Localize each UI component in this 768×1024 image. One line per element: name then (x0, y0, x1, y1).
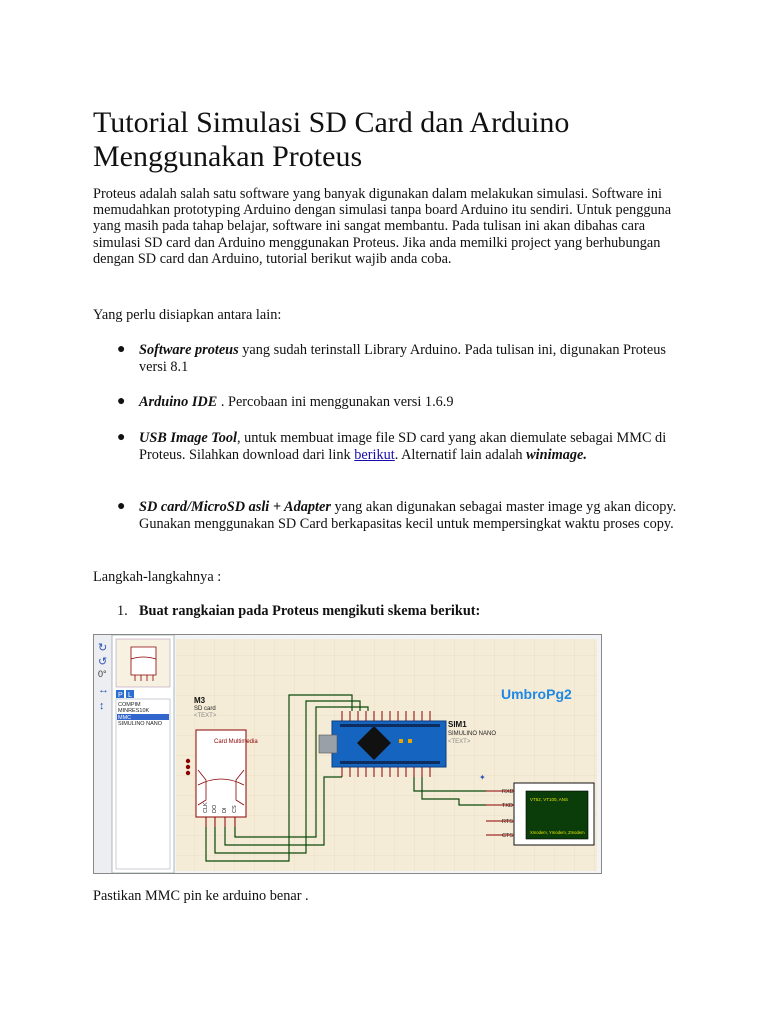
svg-text:CLK: CLK (203, 802, 209, 813)
svg-text:DI: DI (222, 807, 228, 813)
bullet-bold: USB Image Tool (139, 430, 237, 446)
mmc-ref-label: M3 (194, 696, 206, 705)
mmc-text-label: <TEXT> (194, 713, 217, 719)
terminal-screen-bottom: Xmodem, Ymodem, Zmodem (530, 830, 585, 835)
watermark-label: UmbroPg2 (501, 686, 572, 702)
device-list-item[interactable]: MINRES10K (118, 708, 150, 714)
mirror-v-icon[interactable]: ↕ (99, 700, 105, 712)
terminal-screen-top: VT52, VT100, ANS (530, 797, 569, 802)
rotate-cw-icon[interactable]: ↻ (98, 642, 108, 654)
proteus-screenshot (93, 634, 602, 874)
mmc-status-icons (186, 759, 190, 775)
picker-tab-p-label: P (118, 692, 123, 699)
steps-heading: Langkah-langkahnya : (93, 569, 222, 585)
rotate-ccw-icon[interactable]: ↺ (98, 656, 108, 668)
bullet-icon: ● (117, 342, 126, 357)
step-number: 1. (117, 603, 128, 619)
svg-text:CTS: CTS (502, 833, 513, 839)
bullet-bold: winimage. (526, 446, 587, 463)
step-text: Buat rangkaian pada Proteus mengikuti skema berikut: (139, 603, 481, 619)
svg-text:RTS: RTS (502, 819, 513, 825)
cursor-icon: ✦ (479, 773, 486, 782)
svg-text:CS: CS (232, 805, 238, 813)
angle-field[interactable]: 0° (98, 669, 107, 679)
bullet-icon: ● (117, 430, 126, 445)
bullet-bold: Arduino IDE (139, 394, 218, 410)
intro-paragraph: Proteus adalah salah satu software yang banyak digunakan dalam melakukan simulasi. Software ini memudahkan prototyping Arduino dengan simulasi tanpa board Arduino itu sendiri. Untuk pengguna yang masih pada tahap belajar, software ini sangat membantu. Pada tulisan ini akan dibahas cara simulasi SD card dan Arduino menggunakan Proteus. Jika anda memilki project yang berhubungan dengan SD card dan Arduino, tutorial berikut wajib anda coba. (93, 186, 672, 267)
arduino-board[interactable] (319, 721, 446, 767)
bullet-text: yang akan digunakan sebagai master image yg akan dicopy. Gunakan menggunakan SD Card berkapasitas kecil untuk mempersingkat waktu proses copy. (139, 499, 677, 532)
bullet-text: yang sudah terinstall Library Arduino. Pada tulisan ini, digunakan Proteus versi 8.1 (139, 342, 666, 375)
proteus-schematic (94, 635, 601, 873)
picker-tab-l-label: L (128, 692, 132, 699)
after-image-text: Pastikan MMC pin ke arduino benar . (93, 888, 309, 904)
arduino-text-label: <TEXT> (448, 739, 471, 745)
bullet-text: . Alternatif lain adalah (394, 446, 527, 463)
article-title: Tutorial Simulasi SD Card dan Arduino Menggunakan Proteus (93, 106, 570, 173)
device-list-item[interactable]: SIMULINO NANO (118, 721, 163, 727)
download-link[interactable]: berikut (354, 446, 395, 463)
svg-text:RXD: RXD (502, 789, 514, 795)
arduino-value-label: SIMULINO NANO (448, 731, 497, 737)
device-list-item[interactable]: MMC (118, 715, 132, 721)
bullet-icon: ● (117, 499, 126, 514)
mmc-card-label: Card Multimedia (214, 739, 258, 745)
bullet-text: , untuk membuat image file SD card yang akan diemulate sebagai MMC di Proteus. Silahkan download dari link (139, 430, 667, 463)
svg-text:TXD: TXD (502, 803, 513, 809)
virtual-terminal[interactable] (514, 783, 594, 845)
device-list-item[interactable]: COMPIM (118, 702, 141, 708)
svg-text:DO: DO (212, 804, 218, 813)
mirror-h-icon[interactable]: ↔ (98, 684, 109, 696)
bullet-icon: ● (117, 394, 126, 409)
mmc-value-label: SD card (194, 706, 216, 712)
bullet-bold: SD card/MicroSD asli + Adapter (139, 499, 331, 515)
bullet-text: . Percobaan ini menggunakan versi 1.6.9 (217, 394, 454, 410)
arduino-ref-label: SIM1 (448, 720, 467, 729)
bullet-bold: Software proteus (139, 342, 239, 358)
prep-heading: Yang perlu disiapkan antara lain: (93, 307, 282, 323)
